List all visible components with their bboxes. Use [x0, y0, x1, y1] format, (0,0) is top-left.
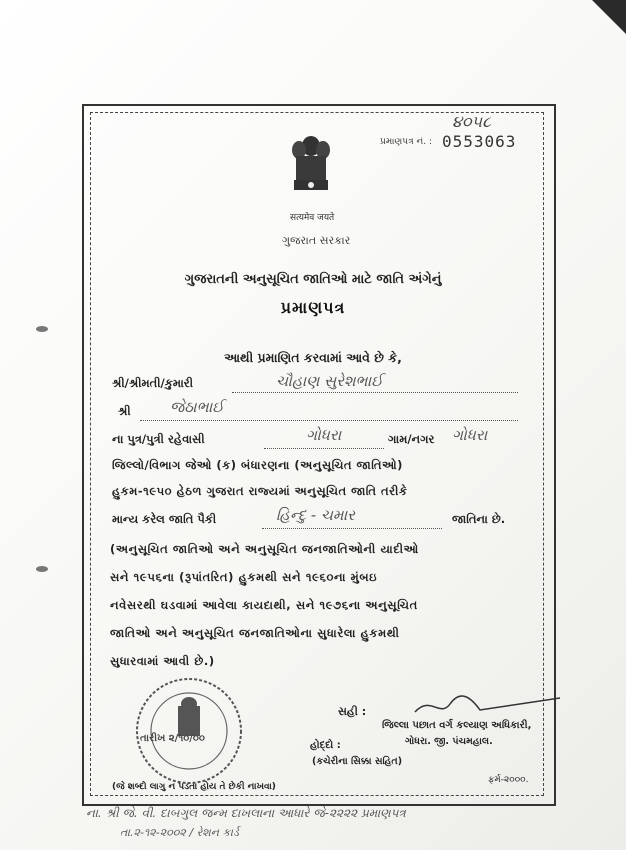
certificate-number: 0553063	[442, 132, 517, 151]
officer-title: જિલ્લા પછાત વર્ગ કલ્યાણ અધિકારી,	[382, 720, 532, 731]
body-line-3: નવેસરથી ઘડવામાં આવેલા કાયદાથી, સને ૧૯૭૬ના અનુસૂચિત	[110, 598, 418, 612]
government-name: ગુજરાત સરકાર	[282, 234, 351, 247]
certificate-number-label: પ્રમાણપત્ર નં. :	[380, 137, 432, 147]
parent-label: શ્રી	[118, 404, 131, 418]
village-label: ગામ/નગર	[388, 432, 435, 446]
name-label: શ્રી/શ્રીમતી/કુમારી	[112, 376, 194, 390]
punch-hole	[36, 326, 48, 332]
certificate-title: પ્રમાણપત્ર	[280, 298, 346, 317]
seal-note: (કચેરીના સિક્કા સહિત)	[312, 756, 403, 767]
name-line	[232, 392, 518, 393]
form-number: ફર્મ-૨૦૦૦.	[488, 775, 529, 785]
recognized-label: માન્ય કરેલ જાતિ પૈકી	[112, 512, 217, 526]
resident-label: ના પુત્ર/પુત્રી રહેવાસી	[112, 432, 205, 446]
signature-label: સહી :	[338, 705, 367, 718]
order-line: હુકમ-૧૯૫૦ હેઠળ ગુજરાત રાજ્યમાં અનુસૂચિત જાતિ તરીકે	[112, 484, 408, 498]
intro-text: આથી પ્રમાણિત કરવામાં આવે છે કે,	[224, 350, 402, 365]
village-value: ગોધરા	[452, 426, 488, 444]
recognized-line	[262, 528, 442, 529]
body-line-5: સુધારવામાં આવી છે.)	[110, 654, 215, 668]
recognized-suffix: જાતિના છે.	[452, 512, 506, 526]
district-line: જિલ્લો/વિભાગ જેઓ (ક) બંધારણના (અનુસૂચિત જાતિઓ)	[112, 458, 403, 472]
handwritten-serial: ૪૦૫૮	[452, 112, 491, 131]
office-round-seal-icon	[124, 676, 254, 786]
designation-label: હોદ્દો :	[310, 740, 341, 751]
body-line-1: (અનુસૂચિત જાતિઓ અને અનુસૂચિત જનજાતિઓની યાદીઓ	[110, 542, 419, 556]
folded-corner	[592, 0, 626, 34]
body-line-4: જાતિઓ અને અનુસૂચિત જનજાતિઓના સુધારેલા હુકમથી	[110, 626, 400, 640]
national-emblem-icon	[288, 130, 334, 196]
handwritten-note-1: ના. શ્રી જે. વી. દાબગુલ જન્મ દાખલાના આધારે જે-૨૨૨૨ પ્રમાણપત્ર	[86, 806, 406, 820]
motto: सत्यमेव जयते	[290, 213, 335, 223]
body-line-2: સને ૧૯૫૬ના (રૂપાંતરિત) હુકમથી સને ૧૯૬૦ના મુંબઇ	[110, 570, 378, 584]
certificate-heading: ગુજરાતની અનુસૂચિત જાતિઓ માટે જાતિ અંગેનું	[184, 272, 442, 287]
punch-hole	[36, 566, 48, 572]
officer-office: ગોધરા. જી. પંચમહાલ.	[405, 736, 493, 747]
parent-line	[140, 420, 518, 421]
officer-signature	[410, 690, 570, 720]
stamp-date: તારીખ ૨/૧૦/૦૦	[140, 733, 205, 744]
resident-value: ગોધરા	[306, 426, 342, 444]
resident-line	[264, 448, 384, 449]
caste-value: હિન્દુ - ચમાર	[276, 506, 355, 524]
handwritten-note-2: તા.૨-૧૨-૨૦૦૨ / રેશન કાર્ડ	[120, 826, 239, 839]
name-value: ચૌહાણ સુરેશભાઈ	[276, 372, 383, 390]
footer-note: (જે શબ્દો લાગુ ન પડતા હોય તે છેકી નાખવા)	[112, 782, 276, 792]
parent-value: જેઠાભાઈ	[170, 398, 224, 416]
